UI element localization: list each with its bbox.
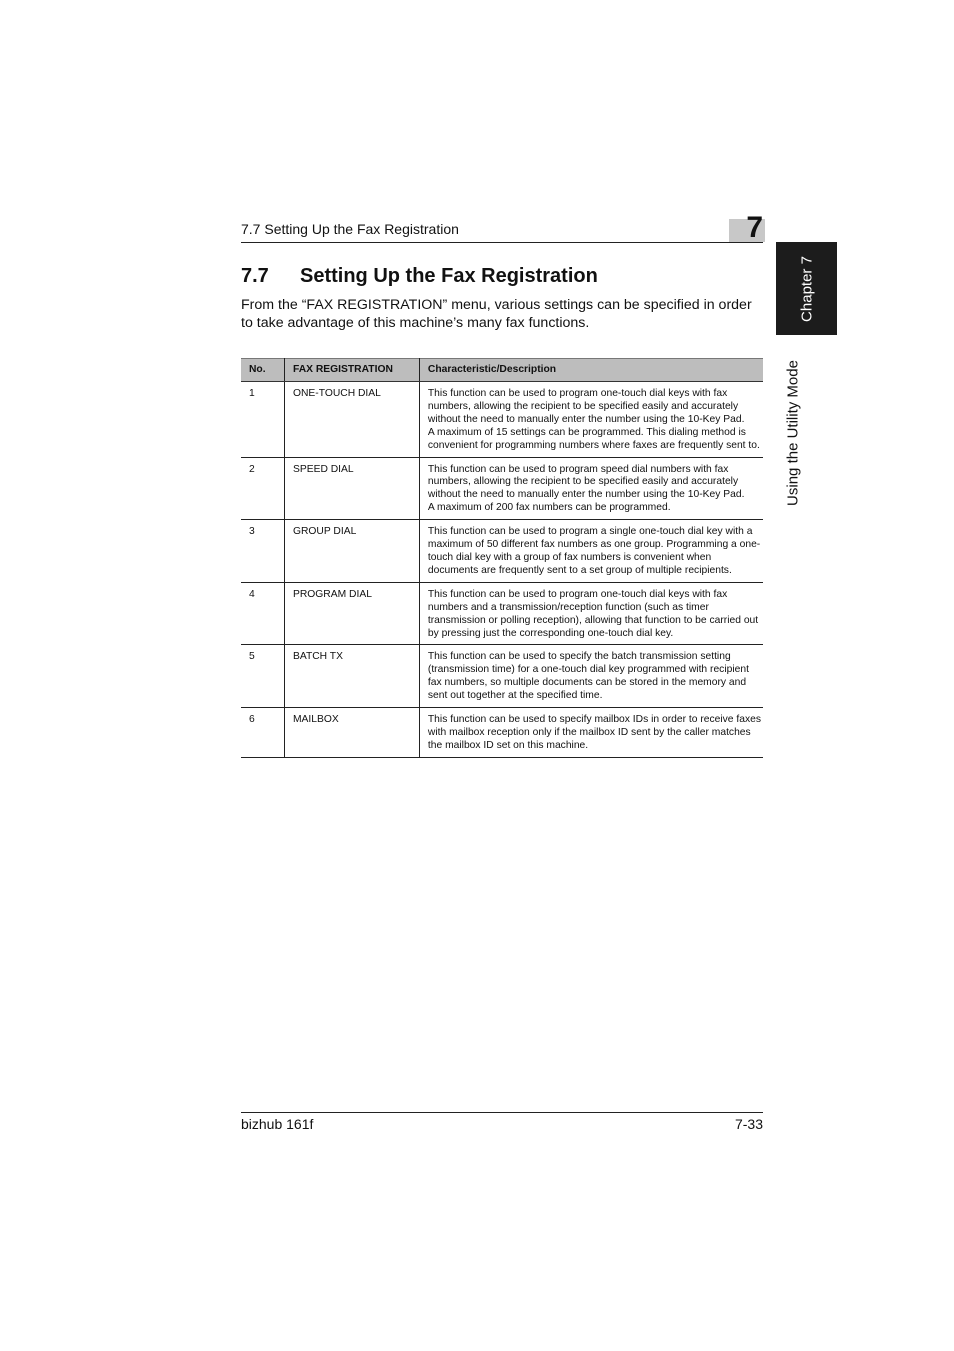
description-line: fax numbers, so multiple documents can be stored in the memory and (427, 677, 747, 689)
row-number: 6 (241, 708, 284, 758)
description-line: This function can be used to program one-touch dial keys with fax (427, 588, 728, 600)
footer-page-number: 7-33 (734, 1116, 763, 1132)
row-setting-name: PROGRAM DIAL (284, 582, 419, 645)
running-header (241, 220, 763, 243)
row-description (419, 708, 763, 758)
description-line: documents are frequently sent to a set group of multiple recipients. (427, 564, 732, 576)
description-line: without the need to manually enter the number using the 10-Key Pad. (427, 413, 745, 425)
chapter-tab-label: Chapter 7 (798, 255, 815, 322)
chapter-number-box (729, 211, 765, 244)
description-line: This function can be used to program speed dial numbers with fax (427, 463, 729, 475)
table-row (241, 382, 763, 458)
description-line: touch dial key with a group of fax numbers is convenient when (427, 551, 712, 563)
row-setting-name: ONE-TOUCH DIAL (284, 382, 419, 458)
row-setting-name: GROUP DIAL (284, 520, 419, 583)
row-description (419, 457, 763, 520)
header-no: No. (241, 359, 284, 382)
section-title: Setting Up the Fax Registration (300, 265, 598, 287)
description-line: This function can be used to specify the batch transmission setting (427, 651, 731, 663)
row-number: 1 (241, 382, 284, 458)
row-setting-name: SPEED DIAL (284, 457, 419, 520)
row-setting-name: BATCH TX (284, 645, 419, 708)
description-line: with mailbox reception only if the mailbox ID sent by the caller matches (427, 726, 751, 738)
table-row (241, 708, 763, 758)
section-side-label-text: Using the Utility Mode (784, 359, 802, 506)
table-row (241, 645, 763, 708)
row-number: 2 (241, 457, 284, 520)
description-line: transmission or polling reception), allowing that function to be carried out (427, 614, 759, 626)
description-line: by pressing just the corresponding one-touch dial key. (427, 627, 674, 639)
row-description (419, 582, 763, 645)
description-line: numbers and a transmission/reception function (such as timer (427, 601, 709, 613)
description-line: A maximum of 15 settings can be programmed. This dialing method is (427, 426, 746, 438)
description-line: numbers, allowing the recipient to be specified easily and accurately (427, 476, 739, 488)
description-line: sent out together at the specified time. (427, 690, 603, 702)
description-line: convenient for programming numbers where faxes are frequently sent to. (427, 439, 760, 451)
chapter-number: 7 (746, 211, 763, 244)
intro-paragraph: From the “FAX REGISTRATION” menu, various settings can be specified in order to take advantage of this machine’s many fax functions. (241, 297, 752, 331)
description-line: A maximum of 200 fax numbers can be programmed. (427, 502, 671, 514)
section-side-label (778, 350, 808, 515)
row-number: 4 (241, 582, 284, 645)
running-header-title: 7.7 Setting Up the Fax Registration (241, 221, 459, 237)
row-number: 5 (241, 645, 284, 708)
table-header-row (241, 359, 763, 382)
header-description: Characteristic/Description (419, 359, 763, 382)
description-line: numbers, allowing the recipient to be specified easily and accurately (427, 400, 739, 412)
table-row (241, 582, 763, 645)
fax-registration-table (241, 358, 763, 758)
header-fax-registration: FAX REGISTRATION (284, 359, 419, 382)
description-line: the mailbox ID set on this machine. (427, 739, 589, 751)
running-footer (241, 1112, 763, 1135)
row-setting-name: MAILBOX (284, 708, 419, 758)
description-line: This function can be used to program one-touch dial keys with fax (427, 388, 728, 399)
description-line: without the need to manually enter the number using the 10-Key Pad. (427, 489, 745, 501)
section-heading (241, 265, 598, 288)
table-row (241, 520, 763, 583)
description-line: This function can be used to program a single one-touch dial key with a (427, 526, 753, 538)
row-number: 3 (241, 520, 284, 583)
footer-model: bizhub 161f (241, 1116, 314, 1132)
description-line: (transmission time) for a one-touch dial key programmed with recipient (427, 664, 749, 676)
description-line: This function can be used to specify mailbox IDs in order to receive faxes (427, 714, 761, 726)
table-row (241, 457, 763, 520)
row-description (419, 520, 763, 583)
section-number: 7.7 (241, 265, 269, 287)
description-line: maximum of 50 different fax numbers as one group. Programming a one- (427, 539, 761, 551)
chapter-side-tab (776, 242, 837, 335)
row-description (419, 382, 763, 458)
row-description (419, 645, 763, 708)
